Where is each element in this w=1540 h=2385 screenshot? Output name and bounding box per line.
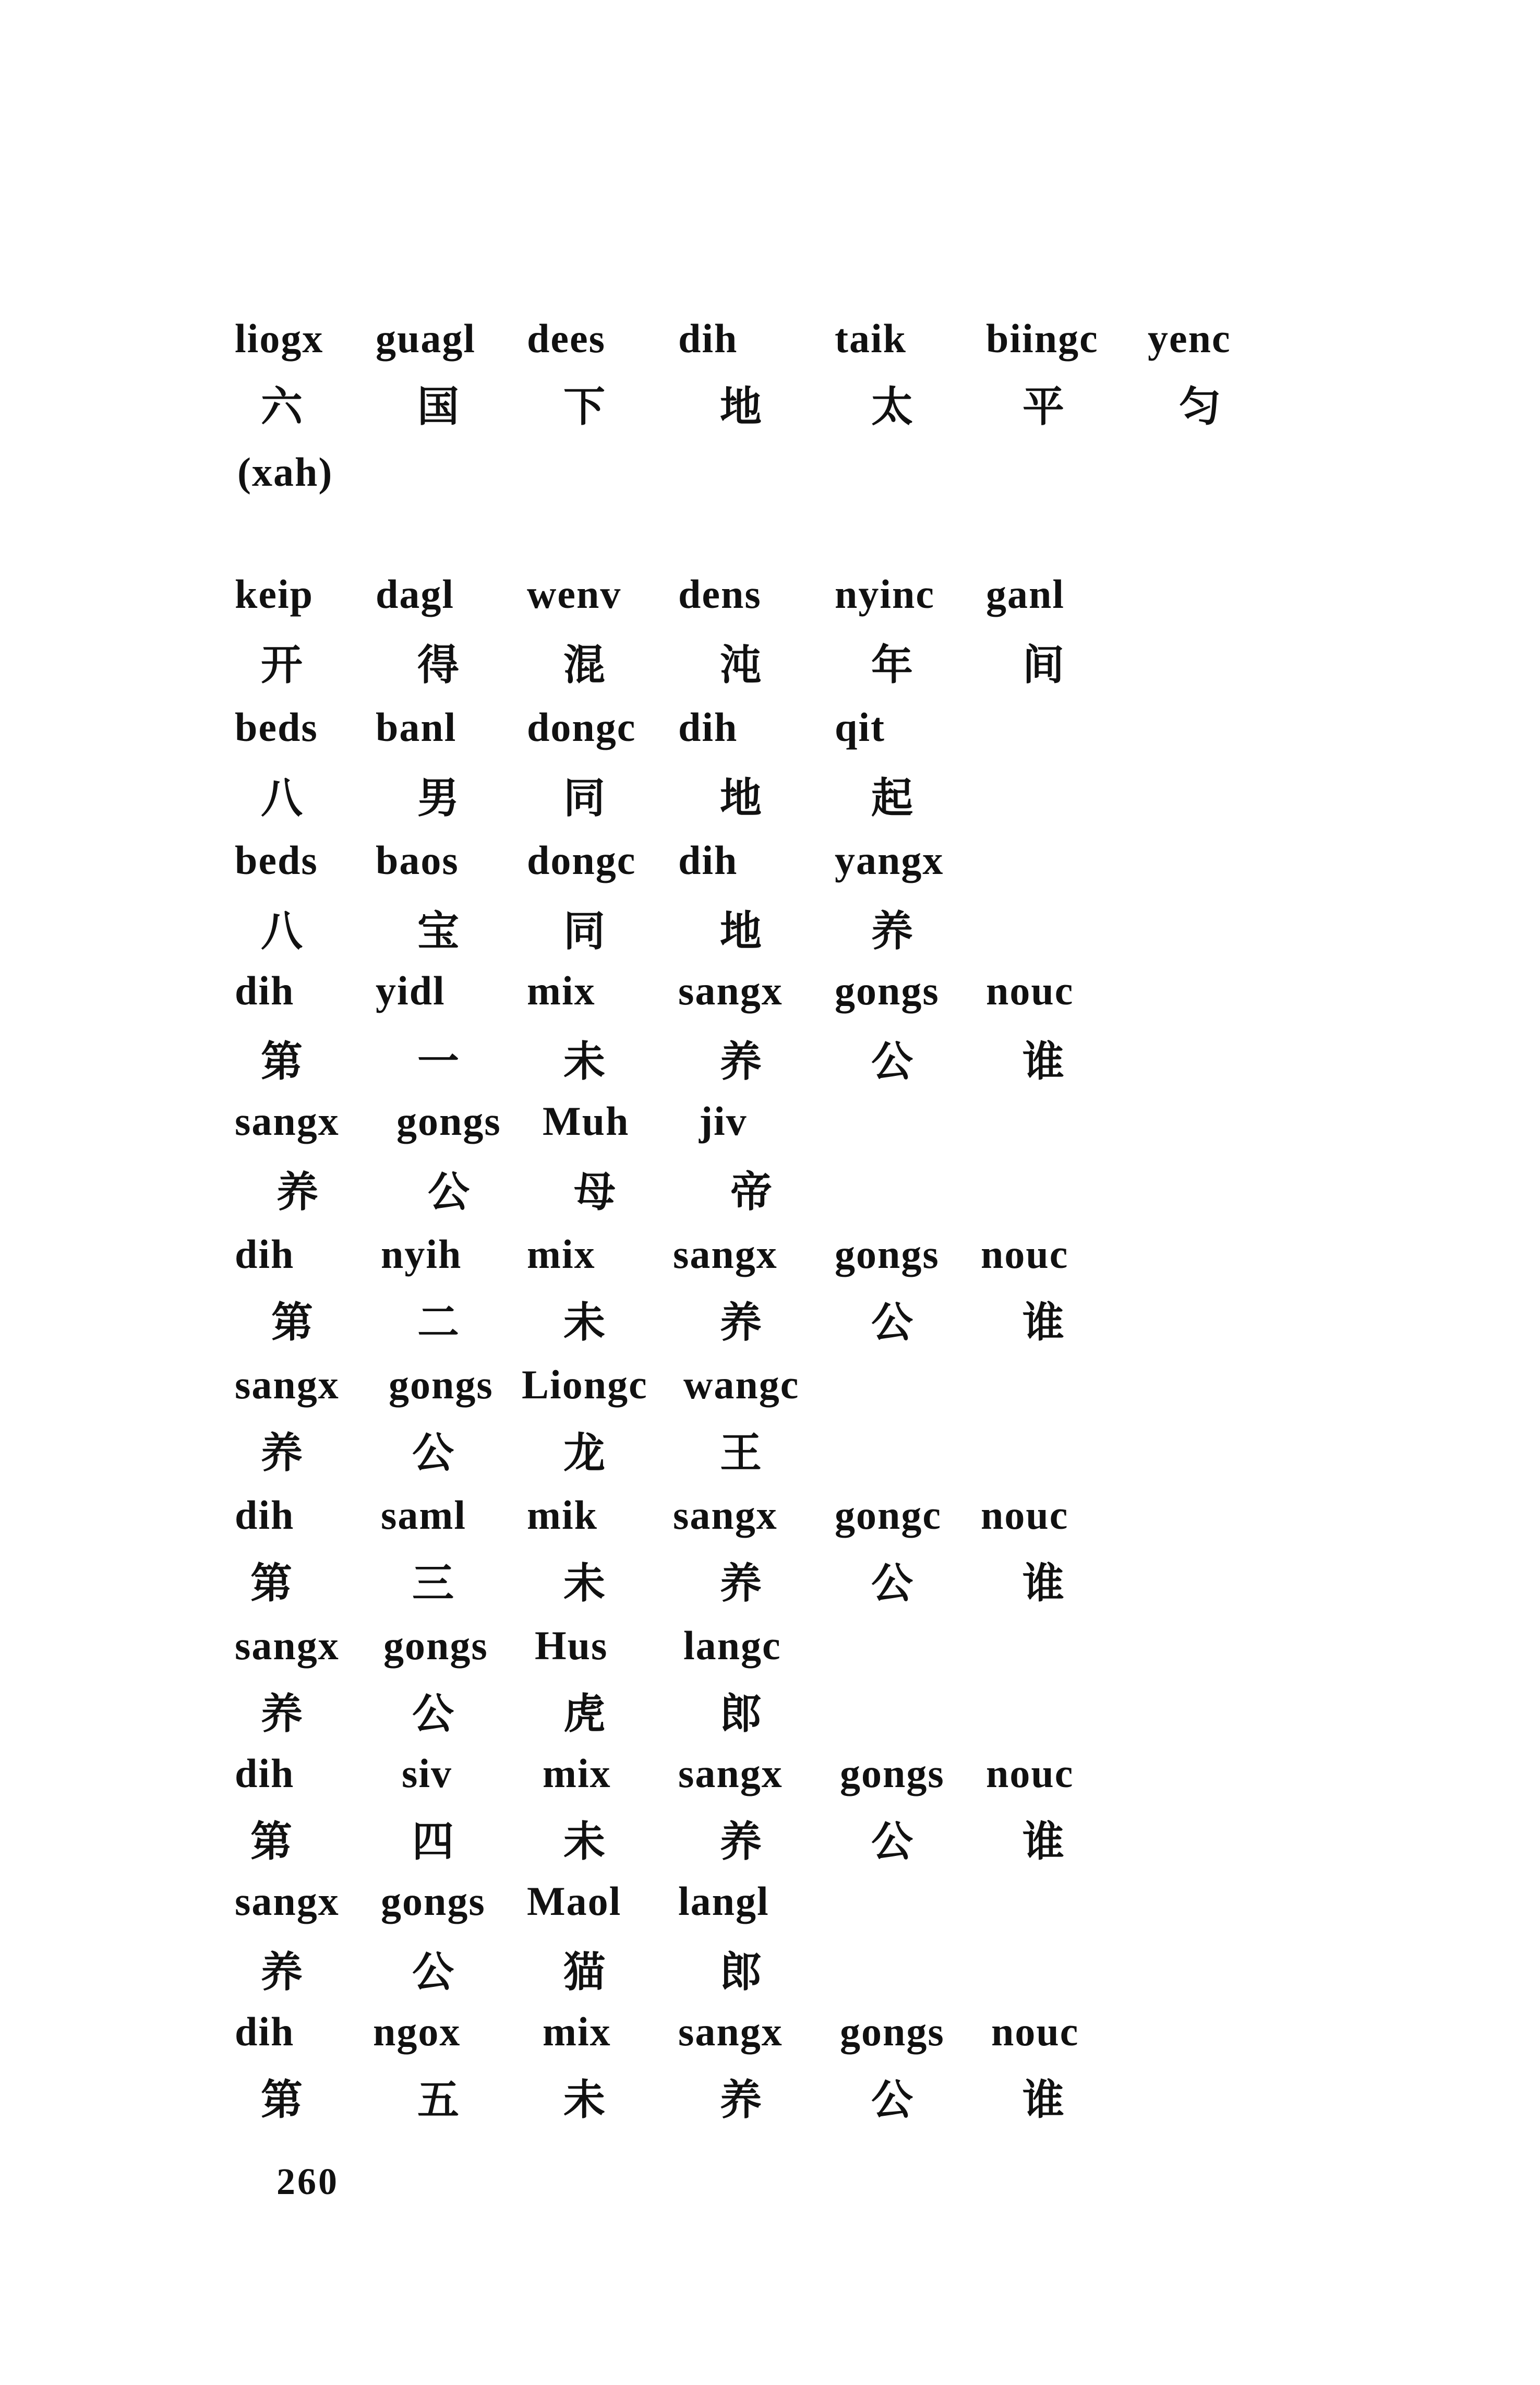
latin-word: yangx xyxy=(835,837,944,883)
latin-word: nouc xyxy=(981,1231,1069,1277)
latin-line xyxy=(0,1492,1540,1557)
latin-word: langl xyxy=(678,1878,769,1924)
hanzi-char: 未 xyxy=(563,1817,605,1866)
latin-word: dih xyxy=(678,316,738,361)
latin-word: dih xyxy=(678,704,738,750)
latin-word: nouc xyxy=(986,1751,1074,1796)
hanzi-char: 平 xyxy=(1022,382,1064,431)
hanzi-char: 养 xyxy=(261,1948,303,1996)
hanzi-char: 养 xyxy=(871,907,913,955)
latin-word: dih xyxy=(235,2009,295,2054)
hanzi-char: 未 xyxy=(563,2076,605,2124)
hanzi-char: 沌 xyxy=(720,641,762,689)
latin-word: Liongc xyxy=(522,1362,648,1407)
latin-word: siv xyxy=(402,1751,453,1796)
latin-word: dees xyxy=(527,316,606,361)
hanzi-char: 公 xyxy=(412,1689,454,1738)
latin-word: beds xyxy=(235,704,318,750)
hanzi-char: 帝 xyxy=(730,1168,772,1216)
latin-line xyxy=(0,1364,1540,1427)
hanzi-char: 下 xyxy=(563,382,605,431)
latin-word: wenv xyxy=(527,571,622,617)
latin-line xyxy=(0,318,1540,381)
latin-line xyxy=(0,571,1540,637)
latin-line xyxy=(0,1231,1540,1297)
latin-word: mix xyxy=(543,2009,611,2054)
hanzi-char: 同 xyxy=(563,907,605,955)
hanzi-char: 二 xyxy=(417,1298,459,1347)
hanzi-char: 郎 xyxy=(720,1689,762,1738)
hanzi-char: 公 xyxy=(428,1168,470,1216)
latin-line xyxy=(0,1098,1540,1164)
hanzi-line xyxy=(0,1298,1540,1364)
hanzi-char: 第 xyxy=(271,1298,313,1347)
hanzi-char: 五 xyxy=(417,2076,459,2124)
latin-word: dih xyxy=(235,1231,295,1277)
latin-word: dongc xyxy=(527,704,636,750)
hanzi-char: 猫 xyxy=(563,1948,605,1996)
hanzi-char: 得 xyxy=(417,641,459,689)
latin-word: banl xyxy=(376,704,457,750)
latin-word: dagl xyxy=(376,571,455,617)
latin-line xyxy=(0,1878,1540,1944)
latin-word: nouc xyxy=(991,2009,1079,2054)
hanzi-char: 第 xyxy=(250,1817,292,1866)
hanzi-char: 地 xyxy=(720,382,762,431)
hanzi-char: 母 xyxy=(574,1168,616,1216)
latin-word: Muh xyxy=(543,1098,630,1144)
latin-word: sangx xyxy=(673,1492,778,1538)
hanzi-char: 公 xyxy=(871,1298,913,1347)
hanzi-char: 公 xyxy=(871,2076,913,2124)
latin-word: mik xyxy=(527,1492,598,1538)
latin-word: nyinc xyxy=(835,571,935,617)
hanzi-char: 开 xyxy=(261,641,303,689)
latin-word: dongc xyxy=(527,837,636,883)
latin-word: yidl xyxy=(376,968,446,1013)
hanzi-char: 地 xyxy=(720,774,762,822)
hanzi-char: 郎 xyxy=(720,1948,762,1996)
hanzi-line xyxy=(0,2076,1540,2142)
hanzi-line xyxy=(0,1429,1540,1495)
hanzi-char: 养 xyxy=(276,1168,318,1216)
hanzi-line xyxy=(0,1037,1540,1104)
latin-word: gongs xyxy=(840,1751,945,1796)
hanzi-line xyxy=(0,1948,1540,2014)
hanzi-char: 起 xyxy=(871,774,913,822)
hanzi-char: 国 xyxy=(417,382,459,431)
hanzi-line xyxy=(0,641,1540,707)
latin-word: keip xyxy=(235,571,314,617)
hanzi-char: 第 xyxy=(261,2076,303,2124)
latin-word: sangx xyxy=(678,968,783,1013)
hanzi-char: 养 xyxy=(720,1298,762,1347)
hanzi-line xyxy=(0,774,1540,840)
latin-word: sangx xyxy=(235,1362,340,1407)
hanzi-char: 谁 xyxy=(1022,1037,1064,1086)
latin-word: gongs xyxy=(840,2009,945,2054)
hanzi-char: 六 xyxy=(261,382,303,431)
latin-line xyxy=(0,837,1540,903)
latin-word: gongs xyxy=(835,968,940,1013)
hanzi-char: 养 xyxy=(720,1817,762,1866)
hanzi-char: 谁 xyxy=(1022,1559,1064,1608)
hanzi-char: 未 xyxy=(563,1298,605,1347)
latin-word: mix xyxy=(543,1751,611,1796)
latin-word: gongs xyxy=(835,1231,940,1277)
latin-word: mix xyxy=(527,968,596,1013)
latin-word: nouc xyxy=(981,1492,1069,1538)
latin-word: jiv xyxy=(699,1098,748,1144)
latin-word: sangx xyxy=(678,1751,783,1796)
hanzi-char: 养 xyxy=(720,2076,762,2124)
hanzi-char: 宝 xyxy=(417,907,459,955)
hanzi-char: 匀 xyxy=(1179,382,1221,431)
hanzi-char: 年 xyxy=(871,641,913,689)
hanzi-char: 第 xyxy=(250,1559,292,1608)
latin-word: nyih xyxy=(381,1231,462,1277)
hanzi-char: 未 xyxy=(563,1559,605,1608)
latin-line xyxy=(0,704,1540,770)
latin-word: yenc xyxy=(1148,316,1231,361)
hanzi-char: 三 xyxy=(412,1559,454,1608)
latin-line xyxy=(0,1625,1540,1688)
hanzi-char: 八 xyxy=(261,907,303,955)
latin-word: langc xyxy=(683,1623,781,1668)
latin-word: guagl xyxy=(376,316,476,361)
latin-word: gongs xyxy=(396,1098,501,1144)
hanzi-char: 虎 xyxy=(563,1689,605,1738)
latin-word: dih xyxy=(235,1492,295,1538)
latin-word: sangx xyxy=(235,1623,340,1668)
hanzi-char: 公 xyxy=(871,1559,913,1608)
hanzi-char: 太 xyxy=(871,382,913,431)
hanzi-char: 谁 xyxy=(1022,2076,1064,2124)
hanzi-char: 谁 xyxy=(1022,1817,1064,1866)
hanzi-char: 公 xyxy=(412,1429,454,1477)
latin-line xyxy=(0,2011,1540,2074)
latin-word: dih xyxy=(235,968,295,1013)
latin-word: taik xyxy=(835,316,907,361)
note-text: (xah) xyxy=(237,449,333,495)
hanzi-char: 八 xyxy=(261,774,303,822)
hanzi-char: 养 xyxy=(261,1689,303,1738)
hanzi-char: 养 xyxy=(720,1037,762,1086)
hanzi-char: 未 xyxy=(563,1037,605,1086)
hanzi-char: 王 xyxy=(720,1429,762,1477)
hanzi-char: 一 xyxy=(417,1037,459,1086)
hanzi-char: 养 xyxy=(720,1559,762,1608)
hanzi-line xyxy=(0,907,1540,973)
latin-word: saml xyxy=(381,1492,466,1538)
latin-word: sangx xyxy=(673,1231,778,1277)
hanzi-char: 公 xyxy=(871,1817,913,1866)
latin-word: biingc xyxy=(986,316,1099,361)
hanzi-char: 男 xyxy=(417,774,459,822)
hanzi-char: 第 xyxy=(261,1037,303,1086)
latin-word: qit xyxy=(835,704,886,750)
hanzi-char: 地 xyxy=(720,907,762,955)
hanzi-line xyxy=(0,1168,1540,1234)
latin-word: gongs xyxy=(389,1362,494,1407)
hanzi-char: 混 xyxy=(563,641,605,689)
hanzi-char: 同 xyxy=(563,774,605,822)
latin-word: mix xyxy=(527,1231,596,1277)
latin-word: ngox xyxy=(373,2009,461,2054)
latin-word: Hus xyxy=(535,1623,608,1668)
page-number: 260 xyxy=(276,2161,339,2202)
latin-line xyxy=(0,970,1540,1033)
latin-word: dens xyxy=(678,571,762,617)
latin-word: liogx xyxy=(235,316,324,361)
hanzi-char: 龙 xyxy=(563,1429,605,1477)
latin-word: wangc xyxy=(683,1362,800,1407)
latin-word: gongs xyxy=(381,1878,486,1924)
latin-word: gongc xyxy=(835,1492,942,1538)
hanzi-char: 公 xyxy=(412,1948,454,1996)
latin-word: dih xyxy=(235,1751,295,1796)
latin-word: Maol xyxy=(527,1878,622,1924)
latin-word: sangx xyxy=(678,2009,783,2054)
latin-word: sangx xyxy=(235,1098,340,1144)
latin-word: dih xyxy=(678,837,738,883)
hanzi-line xyxy=(0,1689,1540,1756)
latin-word: sangx xyxy=(235,1878,340,1924)
hanzi-char: 谁 xyxy=(1022,1298,1064,1347)
hanzi-char: 间 xyxy=(1022,641,1064,689)
hanzi-line xyxy=(0,382,1540,449)
latin-word: ganl xyxy=(986,571,1065,617)
hanzi-char: 养 xyxy=(261,1429,303,1477)
latin-word: gongs xyxy=(383,1623,488,1668)
latin-line xyxy=(0,1753,1540,1816)
hanzi-char: 四 xyxy=(412,1817,454,1866)
latin-word: baos xyxy=(376,837,459,883)
latin-word: beds xyxy=(235,837,318,883)
hanzi-line xyxy=(0,1559,1540,1625)
hanzi-char: 公 xyxy=(871,1037,913,1086)
hanzi-line xyxy=(0,1817,1540,1884)
latin-word: nouc xyxy=(986,968,1074,1013)
